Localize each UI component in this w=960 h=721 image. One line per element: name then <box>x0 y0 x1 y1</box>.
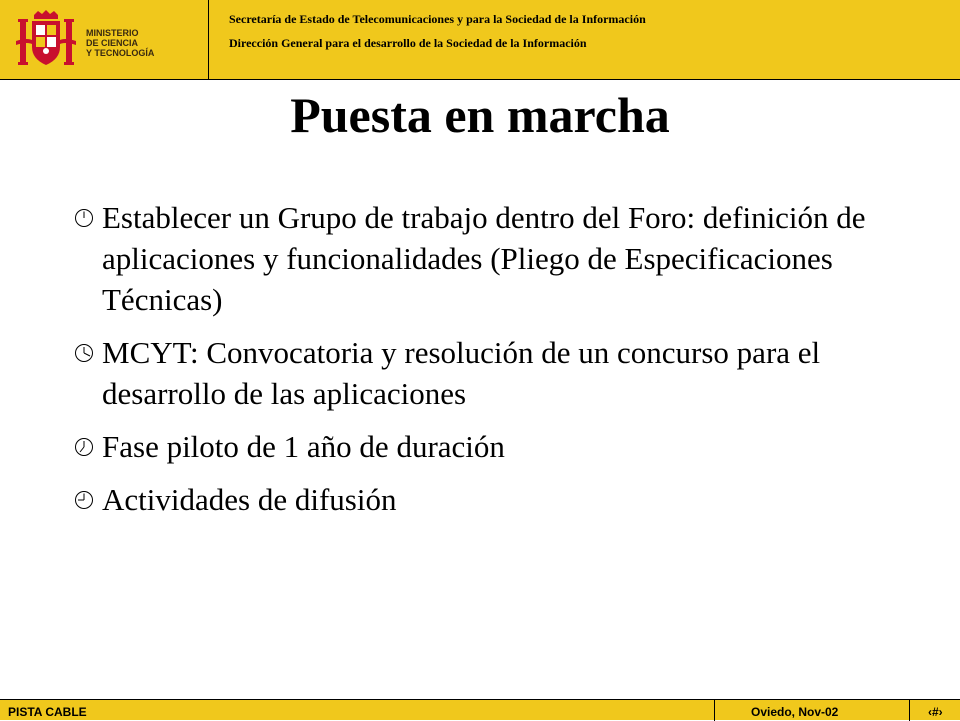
bullet-text: Actividades de difusión <box>102 482 397 517</box>
clock-icon <box>74 343 94 363</box>
header-secretariat: Secretaría de Estado de Telecomunicaciones y para la Sociedad de la Información <box>229 12 646 26</box>
footer-divider <box>909 700 910 721</box>
bullet-text: Establecer un Grupo de trabajo dentro del Foro: definición de aplicaciones y funcionalidades (Pliego de Especificaciones Técnicas) <box>102 200 866 317</box>
footer-bar <box>0 699 960 720</box>
ministry-name: MINISTERIO DE CIENCIA Y TECNOLOGÍA <box>86 28 155 58</box>
header-banner <box>0 0 960 80</box>
bullet-item <box>74 332 894 414</box>
footer-place-date: Oviedo, Nov-02 <box>751 705 839 719</box>
header-directorate: Dirección General para el desarrollo de la Sociedad de la Información <box>229 36 587 50</box>
clock-icon <box>74 437 94 457</box>
bullet-list <box>74 197 894 520</box>
bullet-item <box>74 197 894 320</box>
footer-divider <box>714 700 715 721</box>
footer-project: PISTA CABLE <box>8 705 87 719</box>
slide-title: Puesta en marcha <box>290 87 670 143</box>
coat-of-arms-icon <box>14 9 78 71</box>
bullet-item <box>74 479 894 520</box>
bullet-text: MCYT: Convocatoria y resolución de un concurso para el desarrollo de las aplicaciones <box>102 335 821 411</box>
bullet-item <box>74 426 894 467</box>
clock-icon <box>74 490 94 510</box>
ministry-logo <box>0 0 209 79</box>
bullet-text: Fase piloto de 1 año de duración <box>102 429 505 464</box>
clock-icon <box>74 208 94 228</box>
footer-slide-number: ‹#› <box>928 705 943 719</box>
